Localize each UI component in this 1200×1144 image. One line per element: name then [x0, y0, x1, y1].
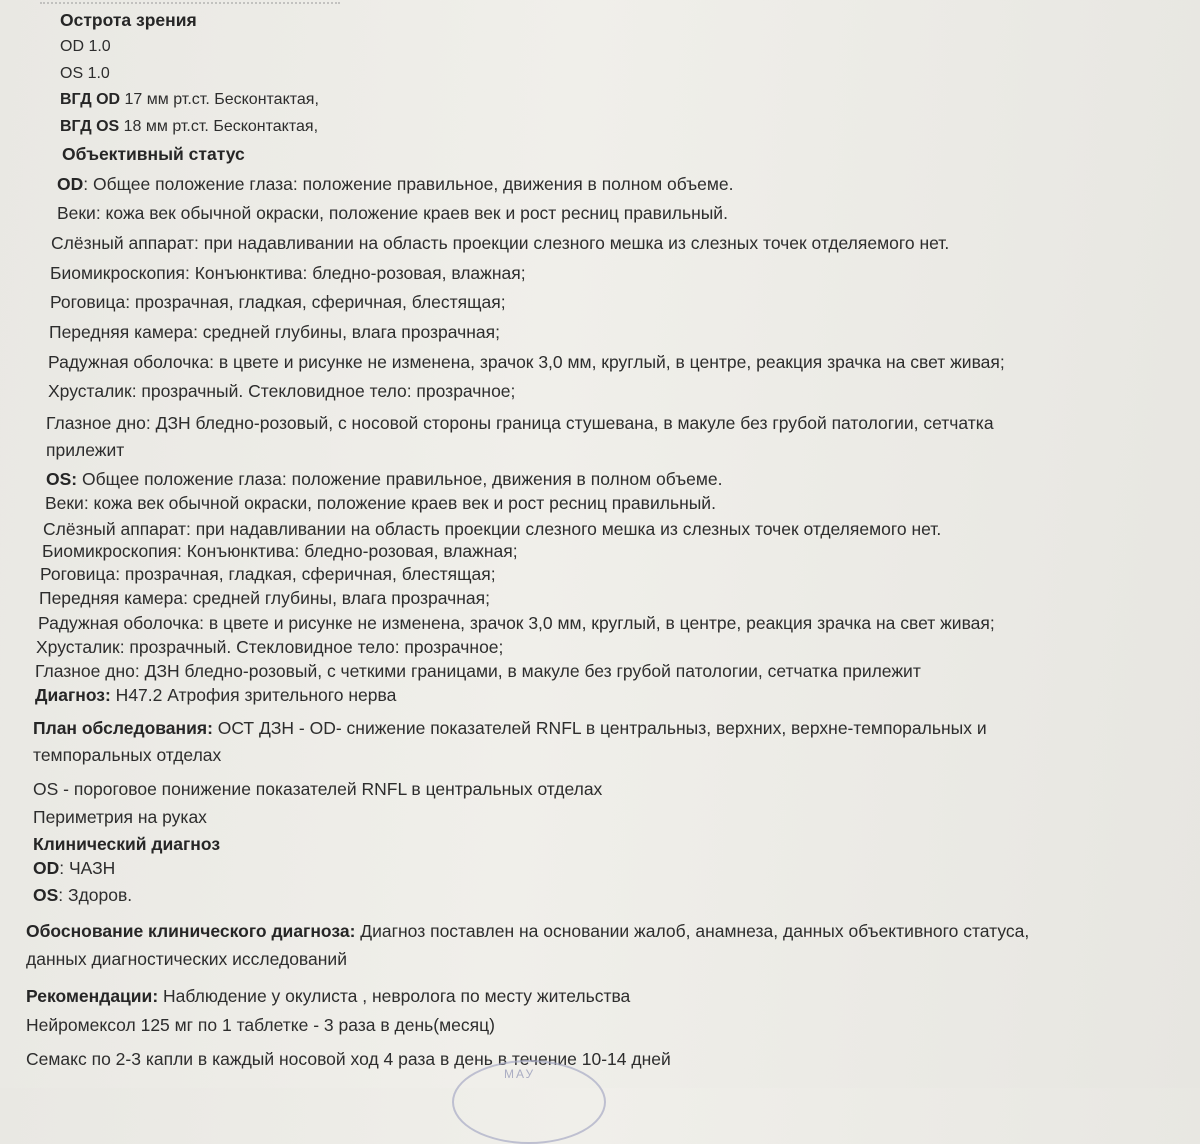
recommendations: Рекомендации: Наблюдение у окулиста , невролога по месту жительства	[26, 986, 631, 1006]
os-fundus: Глазное дно: ДЗН бледно-розовый, с четкими границами, в макуле без грубой патологии, сетчатка прилежит	[35, 661, 921, 681]
plan-os: OS - пороговое понижение показателей RNFL в центральных отделах	[33, 779, 603, 799]
recommendation-drug-1: Нейромексол 125 мг по 1 таблетке - 3 раза в день(месяц)	[26, 1015, 495, 1035]
os-lens: Хрусталик: прозрачный. Стекловидное тело: прозрачное;	[36, 637, 504, 657]
plan-cont: темпоральных отделах	[33, 745, 222, 765]
od-fundus-cont: прилежит	[46, 440, 125, 460]
cropped-top-line	[40, 0, 340, 4]
od-fundus: Глазное дно: ДЗН бледно-розовый, с носовой стороны граница стушевана, в макуле без грубой патологии, сетчатка	[46, 413, 994, 433]
os-iris: Радужная оболочка: в цвете и рисунке не изменена, зрачок 3,0 мм, круглый, в центре, реакция зрачка на свет живая;	[38, 613, 995, 633]
od-anterior-chamber: Передняя камера: средней глубины, влага прозрачная;	[49, 322, 500, 342]
os-cornea: Роговица: прозрачная, гладкая, сферичная, блестящая;	[40, 564, 496, 584]
od-cornea: Роговица: прозрачная, гладкая, сферичная, блестящая;	[50, 292, 506, 312]
plan-perimetry: Периметрия на руках	[33, 807, 207, 827]
od-iris: Радужная оболочка: в цвете и рисунке не изменена, зрачок 3,0 мм, круглый, в центре, реакция зрачка на свет живая;	[48, 352, 1005, 372]
os-anterior-chamber: Передняя камера: средней глубины, влага прозрачная;	[39, 588, 490, 608]
iop-od: ВГД OD 17 мм рт.ст. Бесконтактая,	[60, 91, 319, 108]
clinical-title: Клинический диагноз	[33, 834, 221, 854]
od-general: OD: Общее положение глаза: положение правильное, движения в полном объеме.	[57, 174, 734, 194]
clinical-od: OD: ЧАЗН	[33, 858, 116, 878]
recommendation-drug-2: Семакс по 2-3 капли в каждый носовой ход 4 раза в день в течение 10-14 дней	[26, 1049, 671, 1069]
os-lacrimal: Слёзный аппарат: при надавливании на область проекции слезного мешка из слезных точек отделяемого нет.	[43, 519, 942, 539]
os-biomicroscopy: Биомикроскопия: Конъюнктива: бледно-розовая, влажная;	[42, 541, 518, 561]
od-lens: Хрусталик: прозрачный. Стекловидное тело: прозрачное;	[48, 381, 516, 401]
od-biomicroscopy: Биомикроскопия: Конъюнктива: бледно-розовая, влажная;	[50, 263, 526, 283]
od-lids: Веки: кожа век обычной окраски, положение краев век и рост ресниц правильный.	[57, 203, 728, 223]
vision-os: OS 1.0	[60, 65, 110, 82]
os-lids: Веки: кожа век обычной окраски, положение краев век и рост ресниц правильный.	[45, 493, 716, 513]
od-lacrimal: Слёзный аппарат: при надавливании на область проекции слезного мешка из слезных точек отделяемого нет.	[51, 233, 950, 253]
clinical-os: OS: Здоров.	[33, 885, 133, 905]
stamp	[452, 1060, 606, 1144]
rationale: Обоснование клинического диагноза: Диагноз поставлен на основании жалоб, анамнеза, данных объективного статуса,	[26, 921, 1030, 941]
stamp-text: МАУ	[504, 1067, 536, 1081]
diagnosis: Диагноз: H47.2 Атрофия зрительного нерва	[35, 685, 397, 705]
iop-os: ВГД OS 18 мм рт.ст. Бесконтактая,	[60, 118, 319, 135]
os-general: OS: Общее положение глаза: положение правильное, движения в полном объеме.	[46, 469, 723, 489]
vision-od: OD 1.0	[60, 38, 111, 55]
plan: План обследования: ОСТ ДЗН - OD- снижение показателей RNFL в центральныз, верхних, верхне-темпоральных и	[33, 718, 987, 738]
vision-title: Острота зрения	[60, 10, 197, 30]
rationale-cont: данных диагностических исследований	[26, 949, 347, 969]
status-title: Объективный статус	[62, 144, 245, 164]
